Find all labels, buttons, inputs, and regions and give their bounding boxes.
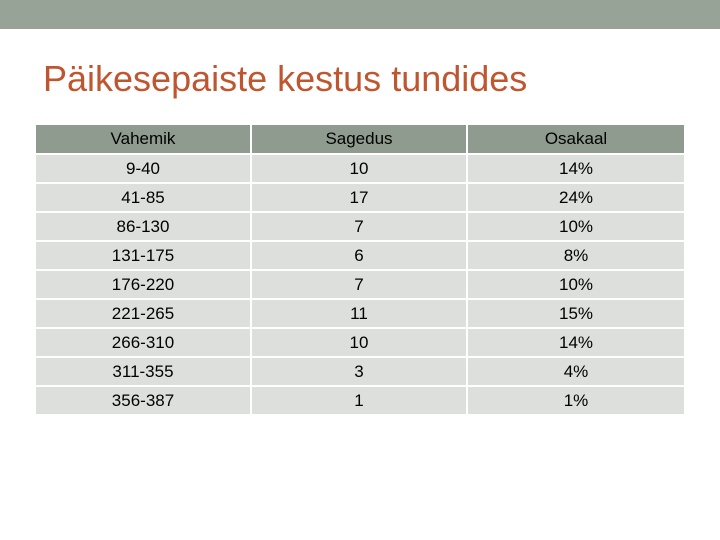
- table-row: [36, 242, 684, 271]
- share-cell: 4%: [468, 358, 684, 387]
- share-cell: 10%: [468, 271, 684, 300]
- range-cell: 176-220: [36, 271, 252, 300]
- share-cell: 10%: [468, 213, 684, 242]
- table-row: [36, 358, 684, 387]
- range-cell: 9-40: [36, 155, 252, 184]
- range-cell: 221-265: [36, 300, 252, 329]
- share-cell: 14%: [468, 329, 684, 358]
- frequency-cell: 7: [252, 213, 468, 242]
- share-cell: 1%: [468, 387, 684, 416]
- frequency-table: [36, 125, 684, 416]
- frequency-cell: 1: [252, 387, 468, 416]
- range-cell: 266-310: [36, 329, 252, 358]
- share-cell: 15%: [468, 300, 684, 329]
- table-row: [36, 271, 684, 300]
- share-cell: 8%: [468, 242, 684, 271]
- table-row: [36, 387, 684, 416]
- range-cell: 356-387: [36, 387, 252, 416]
- range-cell: 131-175: [36, 242, 252, 271]
- frequency-cell: 11: [252, 300, 468, 329]
- table-row: [36, 155, 684, 184]
- frequency-cell: 7: [252, 271, 468, 300]
- frequency-cell: 10: [252, 155, 468, 184]
- range-cell: 86-130: [36, 213, 252, 242]
- frequency-cell: 6: [252, 242, 468, 271]
- table-row: [36, 329, 684, 358]
- share-cell: 24%: [468, 184, 684, 213]
- frequency-cell: 10: [252, 329, 468, 358]
- column-header-frequency: Sagedus: [252, 125, 468, 155]
- table-row: [36, 300, 684, 329]
- range-cell: 311-355: [36, 358, 252, 387]
- column-header-range: Vahemik: [36, 125, 252, 155]
- share-cell: 14%: [468, 155, 684, 184]
- slide-title: Päikesepaiste kestus tundides: [43, 58, 528, 99]
- table-row: [36, 184, 684, 213]
- range-cell: 41-85: [36, 184, 252, 213]
- frequency-table-container: [36, 125, 684, 416]
- frequency-cell: 3: [252, 358, 468, 387]
- top-band: [0, 0, 720, 29]
- frequency-cell: 17: [252, 184, 468, 213]
- table-row: [36, 213, 684, 242]
- column-header-share: Osakaal: [468, 125, 684, 155]
- table-header-row: [36, 125, 684, 155]
